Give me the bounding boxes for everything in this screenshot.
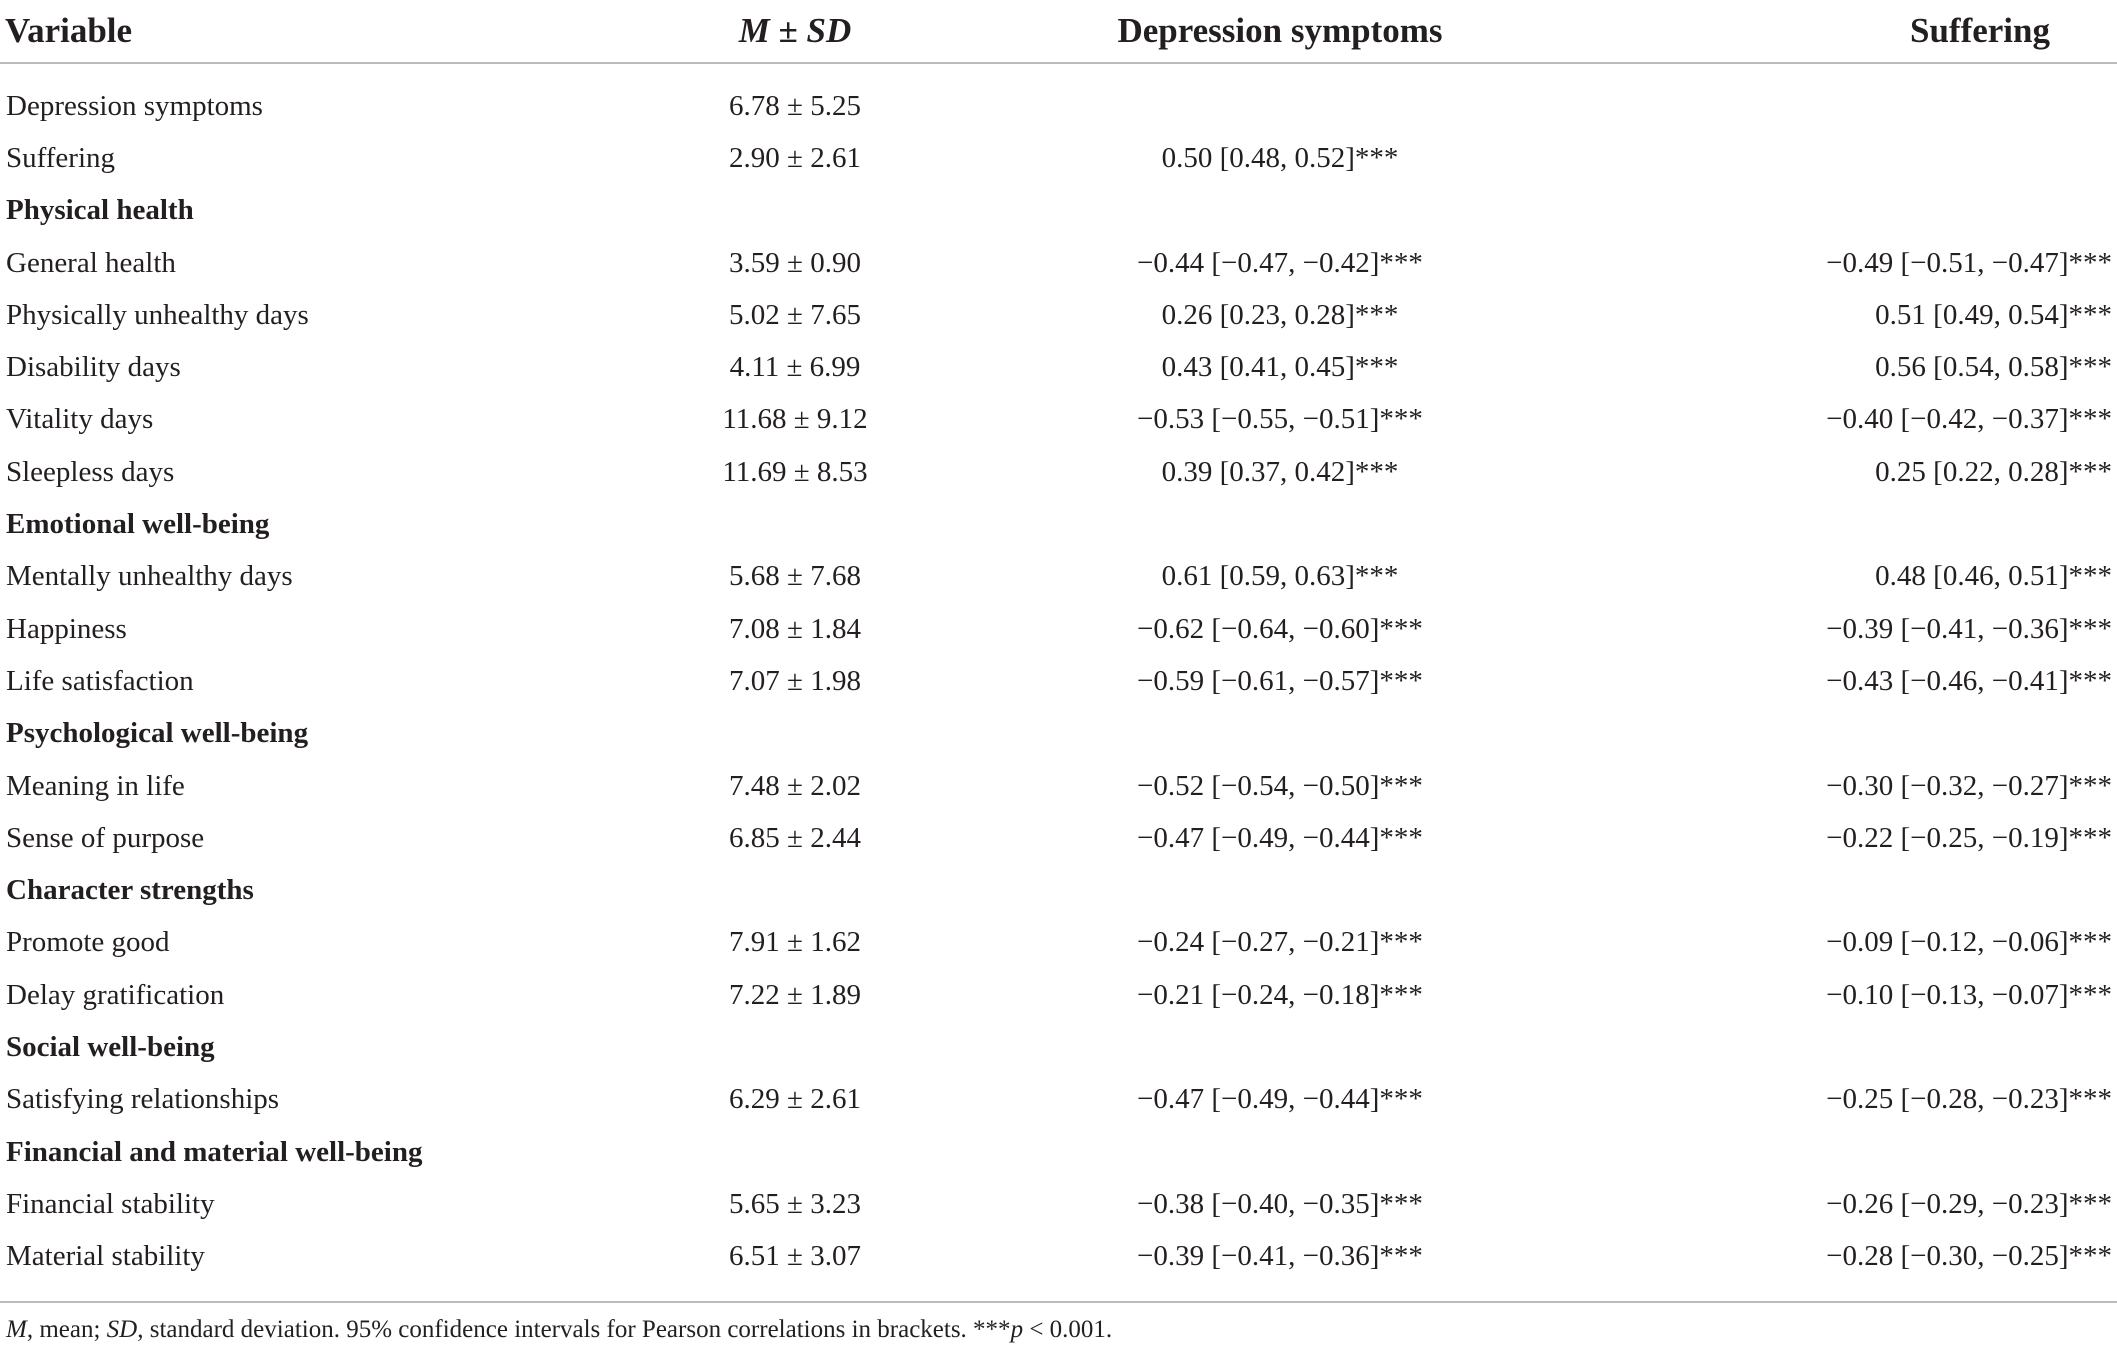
cell-depression-correlation: −0.53 [−0.55, −0.51]*** (1137, 403, 1423, 436)
cell-mean-sd: 7.07 ± 1.98 (729, 664, 861, 697)
table-row (0, 655, 2117, 707)
cell-suffering-correlation: 0.51 [0.49, 0.54]*** (1875, 298, 2112, 331)
cell-variable: Depression symptoms (6, 89, 263, 122)
cell-mean-sd: 6.29 ± 2.61 (729, 1083, 861, 1116)
cell-depression-correlation: 0.39 [0.37, 0.42]*** (1161, 455, 1399, 488)
table-row (0, 63, 2117, 132)
cell-mean-sd: 5.65 ± 3.23 (729, 1187, 861, 1220)
header-variable: Variable (0, 0, 660, 63)
table-row (0, 289, 2117, 341)
cell-variable: General health (6, 246, 176, 279)
cell-suffering-correlation: −0.22 [−0.25, −0.19]*** (1826, 821, 2112, 854)
cell-suffering-correlation (1630, 63, 2117, 132)
cell-suffering-correlation: 0.56 [0.54, 0.58]*** (1875, 351, 2112, 384)
cell-mean-sd: 3.59 ± 0.90 (729, 246, 861, 279)
footnote-p-text: < 0.001. (1023, 1316, 1113, 1343)
cell-mean-sd: 7.22 ± 1.89 (729, 978, 861, 1011)
cell-variable: Physically unhealthy days (6, 298, 309, 331)
table-row (0, 1074, 2117, 1126)
cell-depression-correlation: 0.43 [0.41, 0.45]*** (1161, 351, 1399, 384)
cell-depression-correlation: −0.62 [−0.64, −0.60]*** (1137, 612, 1423, 645)
table-header (0, 0, 2117, 63)
section-label: Social well-being (6, 1030, 215, 1063)
cell-variable: Suffering (6, 141, 116, 174)
cell-depression-correlation: −0.47 [−0.49, −0.44]*** (1137, 1083, 1423, 1116)
cell-mean-sd: 2.90 ± 2.61 (729, 141, 861, 174)
section-label: Emotional well-being (6, 508, 270, 541)
section-label: Physical health (6, 194, 194, 227)
table-row (0, 917, 2117, 969)
table-body (0, 63, 2117, 1283)
table-row (0, 1178, 2117, 1230)
table-row (0, 237, 2117, 289)
cell-mean-sd: 11.68 ± 9.12 (722, 403, 868, 436)
cell-suffering-correlation: −0.40 [−0.42, −0.37]*** (1826, 403, 2112, 436)
footnote-p-abbr: p (1010, 1316, 1024, 1343)
cell-depression-correlation: −0.59 [−0.61, −0.57]*** (1137, 664, 1423, 697)
cell-variable: Promote good (6, 926, 170, 959)
header-row (0, 0, 2117, 63)
cell-depression-correlation: −0.44 [−0.47, −0.42]*** (1137, 246, 1423, 279)
table-row (0, 1231, 2117, 1283)
table-row (0, 132, 2117, 184)
cell-mean-sd: 6.51 ± 3.07 (729, 1240, 861, 1273)
table-row (0, 446, 2117, 498)
cell-variable: Material stability (6, 1240, 205, 1273)
cell-suffering-correlation: −0.26 [−0.29, −0.23]*** (1826, 1187, 2112, 1220)
cell-suffering-correlation: −0.25 [−0.28, −0.23]*** (1826, 1083, 2112, 1116)
section-label: Character strengths (6, 874, 254, 907)
section-label: Financial and material well-being (6, 1135, 423, 1168)
cell-variable: Vitality days (6, 403, 154, 436)
cell-mean-sd: 6.78 ± 5.25 (729, 89, 861, 122)
cell-variable: Meaning in life (6, 769, 185, 802)
cell-variable: Life satisfaction (6, 664, 194, 697)
cell-depression-correlation: −0.38 [−0.40, −0.35]*** (1137, 1187, 1423, 1220)
cell-suffering-correlation: −0.43 [−0.46, −0.41]*** (1826, 664, 2112, 697)
section-label: Psychological well-being (6, 717, 309, 750)
header-mean-sd: M ± SD (660, 0, 930, 63)
section-row (0, 498, 2117, 550)
section-row (0, 185, 2117, 237)
section-row (0, 1021, 2117, 1073)
bottom-rule (0, 1301, 2117, 1303)
header-suffering: Suffering (1630, 0, 2117, 63)
footnote-m-abbr: M (6, 1316, 27, 1343)
cell-depression-correlation (930, 63, 1630, 132)
cell-depression-correlation: 0.50 [0.48, 0.52]*** (1161, 141, 1399, 174)
table-row (0, 760, 2117, 812)
cell-depression-correlation: −0.39 [−0.41, −0.36]*** (1137, 1240, 1423, 1273)
cell-mean-sd: 5.68 ± 7.68 (729, 560, 861, 593)
footnote-m-text: , mean; (26, 1316, 107, 1343)
cell-depression-correlation: −0.21 [−0.24, −0.18]*** (1137, 978, 1423, 1011)
table-row (0, 341, 2117, 393)
cell-variable: Financial stability (6, 1187, 215, 1220)
cell-variable: Sleepless days (6, 455, 175, 488)
table-row (0, 551, 2117, 603)
cell-variable: Happiness (6, 612, 127, 645)
cell-suffering-correlation (1630, 132, 2117, 184)
cell-variable: Satisfying relationships (6, 1083, 280, 1116)
cell-variable: Sense of purpose (6, 821, 205, 854)
cell-mean-sd: 4.11 ± 6.99 (729, 351, 861, 384)
cell-depression-correlation: 0.26 [0.23, 0.28]*** (1161, 298, 1399, 331)
table-row (0, 603, 2117, 655)
cell-suffering-correlation: −0.28 [−0.30, −0.25]*** (1826, 1240, 2112, 1273)
cell-depression-correlation: −0.47 [−0.49, −0.44]*** (1137, 821, 1423, 854)
cell-depression-correlation: −0.24 [−0.27, −0.21]*** (1137, 926, 1423, 959)
table-row (0, 394, 2117, 446)
cell-mean-sd: 7.08 ± 1.84 (729, 612, 861, 645)
cell-mean-sd: 7.48 ± 2.02 (729, 769, 861, 802)
table-row (0, 969, 2117, 1021)
cell-suffering-correlation: 0.25 [0.22, 0.28]*** (1875, 455, 2112, 488)
header-depression-symptoms: Depression symptoms (930, 0, 1630, 63)
footnote-sd-text: , standard deviation. 95% confidence intervals for Pearson correlations in brackets. *** (137, 1316, 1011, 1343)
cell-variable: Disability days (6, 351, 181, 384)
cell-suffering-correlation: 0.48 [0.46, 0.51]*** (1875, 560, 2112, 593)
cell-variable: Delay gratification (6, 978, 225, 1011)
cell-mean-sd: 5.02 ± 7.65 (729, 298, 861, 331)
cell-depression-correlation: 0.61 [0.59, 0.63]*** (1161, 560, 1399, 593)
cell-mean-sd: 11.69 ± 8.53 (722, 455, 868, 488)
cell-suffering-correlation: −0.09 [−0.12, −0.06]*** (1826, 926, 2112, 959)
cell-suffering-correlation: −0.49 [−0.51, −0.47]*** (1826, 246, 2112, 279)
section-row (0, 708, 2117, 760)
cell-mean-sd: 6.85 ± 2.44 (729, 821, 861, 854)
cell-variable: Mentally unhealthy days (6, 560, 293, 593)
cell-suffering-correlation: −0.30 [−0.32, −0.27]*** (1826, 769, 2112, 802)
footnote-sd-abbr: SD (106, 1316, 138, 1343)
section-row (0, 864, 2117, 916)
cell-mean-sd: 7.91 ± 1.62 (729, 926, 861, 959)
table-footnote (6, 1316, 1112, 1344)
cell-suffering-correlation: −0.39 [−0.41, −0.36]*** (1826, 612, 2112, 645)
table-row (0, 812, 2117, 864)
cell-depression-correlation: −0.52 [−0.54, −0.50]*** (1137, 769, 1423, 802)
section-row (0, 1126, 2117, 1178)
cell-suffering-correlation: −0.10 [−0.13, −0.07]*** (1826, 978, 2112, 1011)
